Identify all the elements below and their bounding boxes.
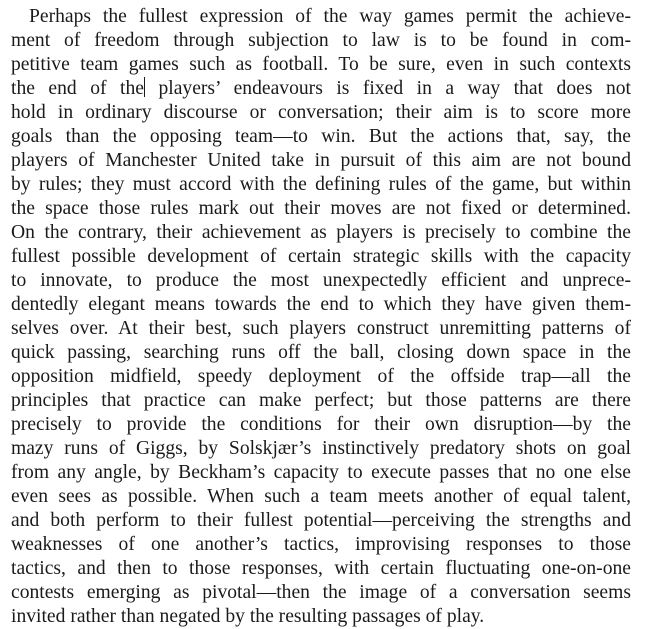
text-line: fullest possible development of certain strategic skills with the capacity (11, 246, 631, 267)
text-page (11, 5, 631, 629)
text-line: ment of freedom through subjection to law is to be found in com- (11, 30, 631, 51)
text-line: even sees as possible. When such a team meets another of equal talent, (11, 486, 631, 507)
text-line: goals than the opposing team—to win. But the actions that, say, the (11, 126, 631, 147)
text-line: the space those rules mark out their moves are not fixed or determined. (11, 198, 631, 219)
text-line: hold in ordinary discourse or conversation; their aim is to score more (11, 102, 631, 123)
text-line: from any angle, by Beckham’s capacity to execute passes that no one else (11, 462, 631, 483)
text-line: by rules; they must accord with the defining rules of the game, but within (11, 174, 631, 195)
text-line: to innovate, to produce the most unexpectedly efficient and unprece- (11, 270, 631, 291)
text-line: precisely to provide the conditions for their own disruption—by the (11, 414, 631, 435)
text-segment: players’ endeavours is fixed in a way that does not (158, 78, 631, 99)
text-line: weaknesses of one another’s tactics, improvising responses to those (11, 534, 631, 555)
text-line: opposition midfield, speedy deployment of the offside trap—all the (11, 366, 631, 387)
text-segment: the end of the (11, 78, 144, 99)
text-line: mazy runs of Giggs, by Solskjær’s instinctively predatory shots on goal (11, 438, 631, 459)
text-line: contests emerging as pivotal—then the image of a conversation seems (11, 582, 631, 603)
text-cursor (144, 77, 145, 97)
text-line: On the contrary, their achievement as players is precisely to combine the (11, 222, 631, 243)
text-line-with-caret (11, 77, 631, 101)
text-line: petitive team games such as football. To be sure, even in such contexts (11, 54, 631, 75)
text-line: quick passing, searching runs off the ball, closing down space in the (11, 342, 631, 363)
text-line: and both perform to their fullest potential—perceiving the strengths and (11, 510, 631, 531)
text-line: tactics, and then to those responses, with certain fluctuating one-on-one (11, 558, 631, 579)
text-line: dentedly elegant means towards the end to which they have given them- (11, 294, 631, 315)
text-line: selves over. At their best, such players construct unremitting patterns of (11, 318, 631, 339)
text-line: invited rather than negated by the resulting passages of play. (11, 606, 485, 627)
text-line: players of Manchester United take in pursuit of this aim are not bound (11, 150, 631, 171)
text-line: principles that practice can make perfect; but those patterns are there (11, 390, 631, 411)
text-line: Perhaps the fullest expression of the way games permit the achieve- (29, 6, 631, 27)
